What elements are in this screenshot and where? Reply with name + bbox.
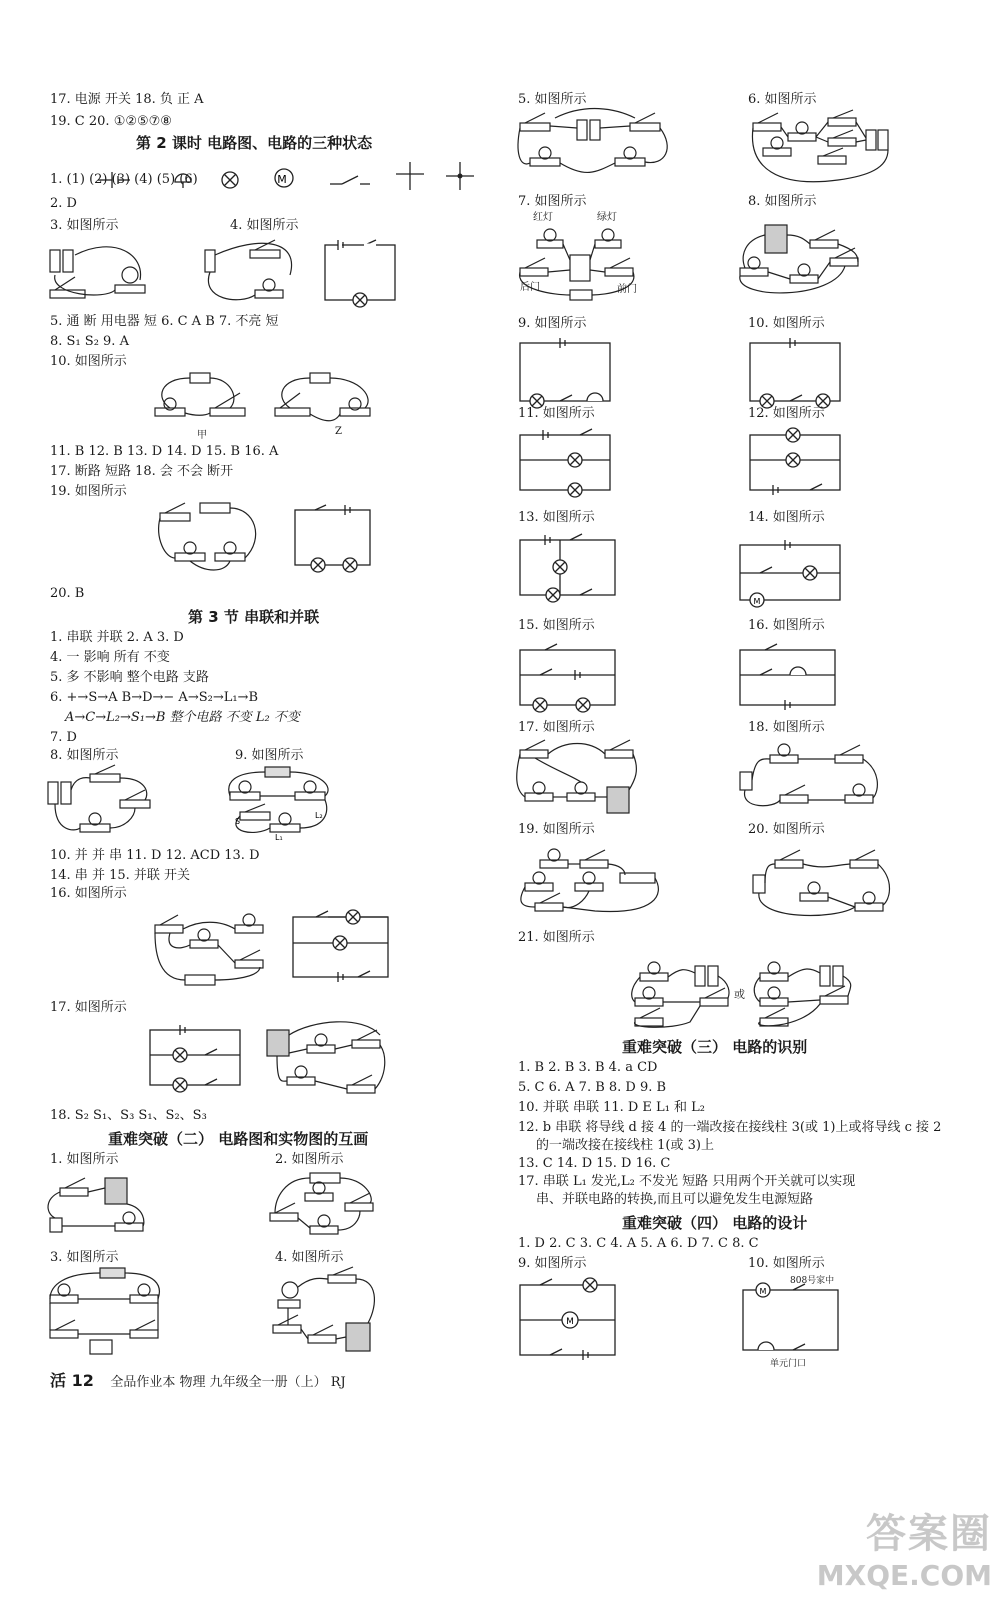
answer-line: 18. S₂ S₁、S₃ S₁、S₂、S₃ (50, 1108, 207, 1123)
answer-line: 7. D (50, 730, 77, 745)
answer-line: 10. 并 并 串 11. D 12. ACD 13. D (50, 848, 260, 863)
circuit-diagram (735, 535, 845, 610)
answer-line: 9. 如图所示 (518, 316, 587, 331)
figure-label: 前门 (617, 284, 637, 295)
section-heading: 第 3 节 串联和并联 (188, 608, 320, 626)
circuit-photo-figure (200, 235, 310, 310)
answer-line: 10. 如图所示 (748, 1256, 825, 1271)
answer-line: 10. 如图所示 (50, 354, 127, 369)
answer-line: 16. 如图所示 (50, 886, 127, 901)
svg-text:M: M (759, 1287, 767, 1296)
circuit-diagram (745, 425, 845, 500)
circuit-photo-figure (735, 740, 885, 815)
answer-line: A→C→L₂→S₁→B 整个电路 不变 L₂ 不变 (65, 710, 300, 725)
answer-line: 5. 如图所示 (518, 92, 587, 107)
answer-line: 4. 一 影响 所有 不变 (50, 650, 170, 665)
circuit-photo-figure (155, 498, 265, 578)
svg-text:M: M (566, 1317, 574, 1327)
circuit-photo-figure (515, 108, 675, 180)
svg-text:M: M (753, 597, 761, 606)
answer-line: 16. 如图所示 (748, 618, 825, 633)
answer-line: 12. 如图所示 (748, 406, 825, 421)
circuit-diagram (745, 335, 845, 415)
footer-text: 全品作业本 物理 九年级全一册（上） RJ (110, 1375, 346, 1390)
answer-line: 4. 如图所示 (230, 218, 299, 233)
answer-line: 5. C 6. A 7. B 8. D 9. B (518, 1080, 667, 1095)
figure-caption: 甲 (197, 430, 207, 441)
section-heading: 重难突破（三） 电路的识别 (622, 1038, 808, 1056)
circuit-photo-figure (45, 1168, 155, 1243)
circuit-photo-figure (45, 1265, 170, 1360)
figure-label: 808号家中 (790, 1276, 835, 1286)
page-number: 活 12 (50, 1371, 94, 1390)
answer-line: 11. B 12. B 13. D 14. D 15. B 16. A (50, 444, 279, 459)
circuit-photo-figure (735, 210, 865, 305)
circuit-diagram (515, 425, 615, 500)
figure-label: 后门 (520, 282, 540, 293)
answer-line: 1. (1) (2) (3) (4) (5) (6) (50, 172, 198, 187)
figure-caption: Z (335, 426, 342, 437)
circuit-photo-figure (268, 1265, 388, 1360)
circuit-photo-figure (150, 368, 390, 440)
answer-line: 1. 串联 并联 2. A 3. D (50, 630, 184, 645)
answer-line: 20. 如图所示 (748, 822, 825, 837)
answer-line: 5. 多 不影响 整个电路 支路 (50, 670, 209, 685)
answer-line: 10. 并联 串联 11. D E L₁ 和 L₂ (518, 1100, 706, 1115)
answer-line: 1. 如图所示 (50, 1152, 119, 1167)
circuit-diagram (288, 905, 393, 990)
circuit-diagram (320, 240, 400, 305)
answer-line: 7. 如图所示 (518, 194, 587, 209)
answer-line: 2. D (50, 196, 77, 211)
circuit-photo-figure (748, 108, 898, 188)
page-footer (50, 1368, 346, 1391)
circuit-photo-figure (262, 1015, 392, 1110)
circuit-diagram (145, 1020, 245, 1092)
circuit-diagram (290, 505, 375, 575)
section-heading: 第 2 课时 电路图、电路的三种状态 (136, 134, 373, 152)
answer-line: 17. 如图所示 (50, 1000, 127, 1015)
answer-line: 12. b 串联 将导线 d 接 4 的一端改接在接线柱 3(或 1)上或将导线 c 接 2 (518, 1120, 942, 1135)
answer-line: 8. 如图所示 (748, 194, 817, 209)
answer-line: 18. 如图所示 (748, 720, 825, 735)
answer-line: 13. 如图所示 (518, 510, 595, 525)
answer-line: 19. 如图所示 (50, 484, 127, 499)
answer-line: 3. 如图所示 (50, 1250, 119, 1265)
circuit-diagram (738, 1285, 848, 1357)
answer-line: 6. 如图所示 (748, 92, 817, 107)
answer-line: 14. 如图所示 (748, 510, 825, 525)
svg-text:L₁: L₁ (275, 833, 283, 842)
circuit-photo-figure (515, 735, 645, 815)
answer-line: 20. B (50, 586, 85, 601)
circuit-photo-figure (265, 1168, 385, 1243)
circuit-photo-figure (225, 762, 335, 842)
figure-label: 单元门口 (770, 1359, 807, 1369)
circuit-photo-figure (515, 845, 665, 925)
answer-line: 10. 如图所示 (748, 316, 825, 331)
answer-line: 1. B 2. B 3. B 4. a CD (518, 1060, 658, 1075)
answer-line: 9. 如图所示 (518, 1256, 587, 1271)
watermark (817, 1502, 992, 1592)
section-heading: 重难突破（二） 电路图和实物图的互画 (108, 1130, 369, 1148)
answer-line: 19. C 20. ①②⑤⑦⑧ (50, 114, 172, 129)
circuit-diagram (735, 640, 840, 715)
answer-line: 13. C 14. D 15. D 16. C (518, 1156, 671, 1171)
figure-label: 绿灯 (597, 212, 617, 223)
answer-line: 17. 断路 短路 18. 会 不会 断开 (50, 464, 234, 479)
answer-line: 21. 如图所示 (518, 930, 595, 945)
answer-line: 11. 如图所示 (518, 406, 595, 421)
circuit-symbols-figure (50, 160, 470, 190)
answer-line: 的一端改接在接线柱 1(或 3)上 (536, 1138, 714, 1153)
circuit-photo-figure (45, 762, 155, 837)
answer-line: 17. 串联 L₁ 发光,L₂ 不发光 短路 只用两个开关就可以实现 (518, 1174, 856, 1189)
answer-line: 14. 串 并 15. 并联 开关 (50, 868, 191, 883)
circuit-photo-figure (45, 235, 155, 305)
figure-label: 红灯 (533, 212, 553, 223)
answer-line: 4. 如图所示 (275, 1250, 344, 1265)
answer-line: 5. 通 断 用电器 短 6. C A B 7. 不亮 短 (50, 314, 279, 329)
answer-line: 17. 电源 开关 18. 负 正 A (50, 92, 204, 107)
circuit-photo-figure (630, 958, 740, 1030)
circuit-diagram (515, 525, 620, 610)
answer-line: 串、并联电路的转换,而且可以避免发生电源短路 (536, 1192, 814, 1207)
answer-line: 8. 如图所示 (50, 748, 119, 763)
answer-line: 9. 如图所示 (235, 748, 304, 763)
answer-line: 6. +→S→A B→D→− A→S₂→L₁→B (50, 690, 259, 705)
svg-text:M: M (277, 173, 287, 186)
section-heading: 重难突破（四） 电路的设计 (622, 1214, 808, 1232)
answer-line: 17. 如图所示 (518, 720, 595, 735)
answer-line: 1. D 2. C 3. C 4. A 5. A 6. D 7. C 8. C (518, 1236, 759, 1251)
answer-line: 8. S₁ S₂ 9. A (50, 334, 129, 349)
circuit-photo-figure (150, 905, 280, 995)
answer-line: 3. 如图所示 (50, 218, 119, 233)
circuit-diagram (515, 640, 620, 715)
circuit-photo-figure (745, 845, 895, 925)
svg-text:S: S (235, 817, 241, 826)
circuit-photo-figure (750, 958, 860, 1030)
or-label: 或 (734, 988, 745, 1001)
circuit-diagram (515, 335, 615, 415)
svg-text:L₂: L₂ (315, 811, 323, 820)
answer-line: 15. 如图所示 (518, 618, 595, 633)
watermark-bottom: MXQE.COM (816, 1559, 992, 1592)
answer-line: 19. 如图所示 (518, 822, 595, 837)
watermark-top: 答案圈 (866, 1511, 992, 1557)
circuit-diagram (515, 1275, 625, 1365)
answer-line: 2. 如图所示 (275, 1152, 344, 1167)
